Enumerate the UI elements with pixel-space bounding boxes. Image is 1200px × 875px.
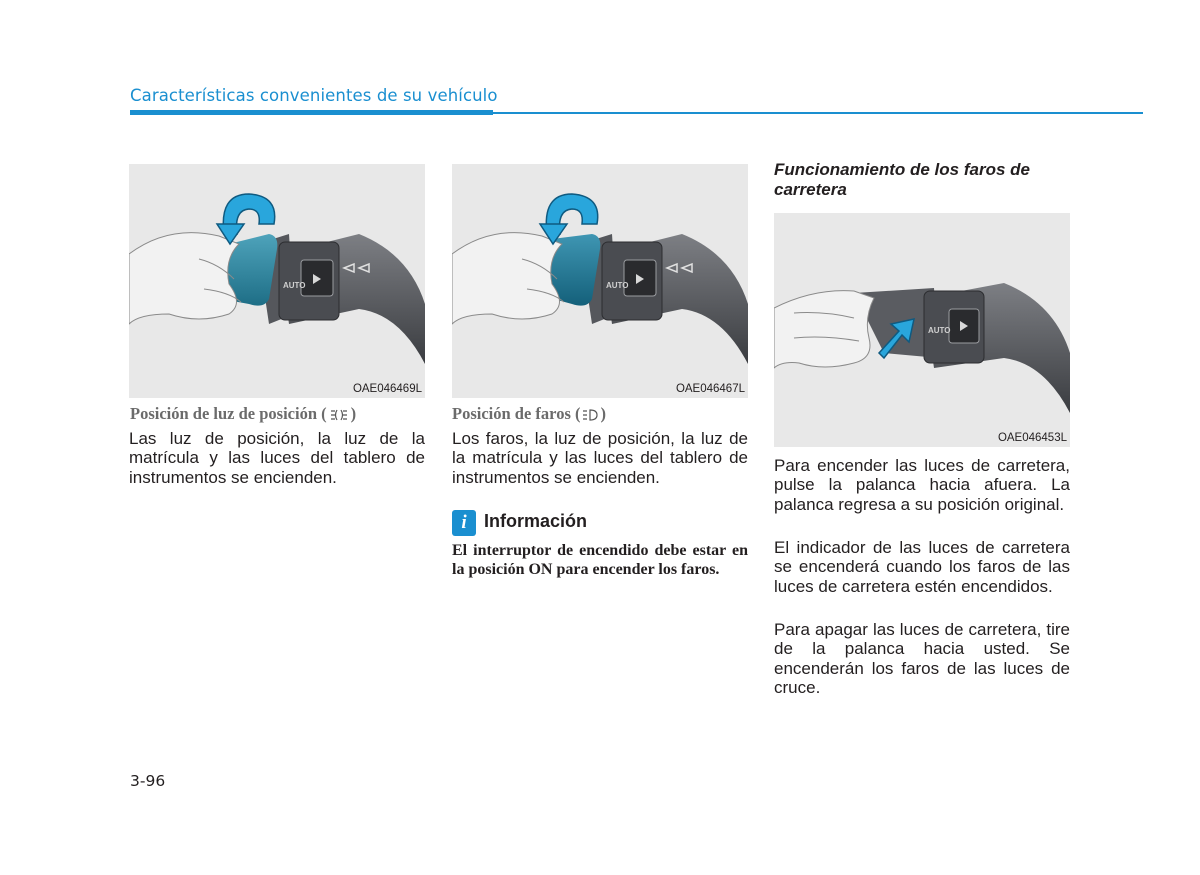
caption-close: ) — [600, 404, 606, 423]
caption-position-lamp — [130, 404, 356, 427]
position-lamp-icon — [328, 407, 350, 427]
figure-code: OAE046469L — [352, 383, 422, 395]
caption-text: Posición de faros ( — [452, 404, 581, 423]
header-rule — [493, 112, 1143, 114]
page-number: 3-96 — [130, 772, 166, 790]
figure-position-lamp — [129, 164, 425, 398]
headlamp-icon — [581, 407, 599, 427]
information-icon: i — [452, 510, 476, 536]
figure-code: OAE046453L — [997, 432, 1067, 444]
section-title-high-beam: Funcionamiento de los faros de carretera — [774, 160, 1030, 199]
lever-illustration — [774, 213, 1070, 447]
header-accent-bar — [130, 110, 493, 115]
caption-text: Posición de luz de posición ( — [130, 404, 327, 423]
info-title: Información — [484, 511, 588, 531]
auto-label: AUTO — [928, 326, 951, 335]
caption-close: ) — [350, 404, 357, 423]
info-text: El interruptor de encendido debe estar en la posición ON para encender los faros. — [452, 542, 748, 579]
figure-high-beam — [774, 213, 1070, 447]
paragraph-high-beam-on: Para encender las luces de carretera, pulse la palanca hacia afuera. La palanca regresa a su posición original. — [774, 456, 1070, 514]
section-header: Características convenientes de su vehículo — [130, 86, 498, 105]
lever-illustration — [129, 164, 425, 398]
paragraph-high-beam-indicator: El indicador de las luces de carretera se encenderá cuando los faros de las luces de carretera estén encendidos. — [774, 538, 1070, 596]
auto-label: AUTO — [283, 281, 306, 290]
auto-label: AUTO — [606, 281, 629, 290]
paragraph-high-beam-off: Para apagar las luces de carretera, tire de la palanca hacia usted. Se encenderán los faros de las luces de cruce. — [774, 620, 1070, 697]
body-position-lamp: Las luz de posición, la luz de la matrícula y las luces del tablero de instrumentos se encienden. — [129, 429, 425, 487]
caption-headlamp — [452, 404, 606, 427]
body-headlamp: Los faros, la luz de posición, la luz de la matrícula y las luces del tablero de instrumentos se encienden. — [452, 429, 748, 487]
lever-illustration — [452, 164, 748, 398]
figure-code: OAE046467L — [675, 383, 745, 395]
figure-headlamp — [452, 164, 748, 398]
